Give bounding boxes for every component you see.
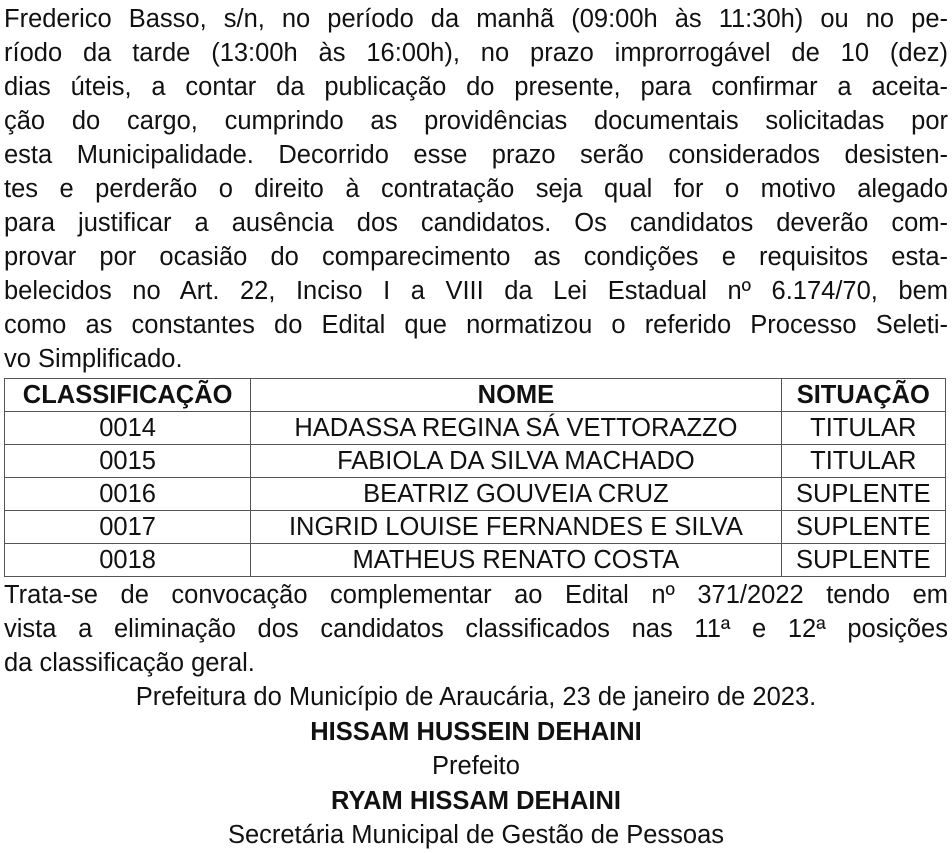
paragraph-line: provar por ocasião do comparecimento as condições e requisitos esta- xyxy=(4,243,948,271)
table-header-row xyxy=(5,379,946,412)
mayor-title: Prefeito xyxy=(432,752,520,780)
cell-nome: MATHEUS RENATO COSTA xyxy=(251,544,781,577)
cell-situacao: SUPLENTE xyxy=(781,511,945,544)
header-classificacao: CLASSIFICAÇÃO xyxy=(5,379,251,412)
cell-classificacao: 0014 xyxy=(5,412,251,445)
cell-classificacao: 0016 xyxy=(5,478,251,511)
place-date: Prefeitura do Município de Araucária, 23 de janeiro de 2023. xyxy=(135,683,817,711)
closing-paragraph xyxy=(4,578,948,680)
secretary-title: Secretária Municipal de Gestão de Pessoas xyxy=(227,821,725,849)
cell-situacao: TITULAR xyxy=(781,412,945,445)
cell-nome: BEATRIZ GOUVEIA CRUZ xyxy=(251,478,781,511)
paragraph-line: Frederico Basso, s/n, no período da manhã (09:00h às 11:30h) ou no pe- xyxy=(4,5,948,33)
cell-situacao: SUPLENTE xyxy=(781,544,945,577)
paragraph-line: Trata-se de convocação complementar ao Edital nº 371/2022 tendo em xyxy=(4,581,948,609)
table-row xyxy=(5,544,946,577)
cell-classificacao: 0018 xyxy=(5,544,251,577)
paragraph-line: para justificar a ausência dos candidatos. Os candidatos deverão com- xyxy=(4,209,948,237)
signature-block xyxy=(4,680,948,853)
cell-nome: HADASSA REGINA SÁ VETTORAZZO xyxy=(251,412,781,445)
intro-paragraph xyxy=(4,2,948,376)
paragraph-line: como as constantes do Edital que normatizou o referido Processo Seleti- xyxy=(4,311,948,339)
secretary-name: RYAM HISSAM DEHAINI xyxy=(331,786,621,815)
cell-situacao: TITULAR xyxy=(781,445,945,478)
cell-classificacao: 0017 xyxy=(5,511,251,544)
table-row xyxy=(5,445,946,478)
paragraph-line: belecidos no Art. 22, Inciso I a VIII da Lei Estadual nº 6.174/70, bem xyxy=(4,277,948,305)
mayor-name: HISSAM HUSSEIN DEHAINI xyxy=(310,717,642,746)
paragraph-line: vo Simplificado. xyxy=(4,345,183,373)
paragraph-line: da classificação geral. xyxy=(4,649,255,677)
cell-nome: FABIOLA DA SILVA MACHADO xyxy=(251,445,781,478)
document-page xyxy=(0,2,952,853)
cell-situacao: SUPLENTE xyxy=(781,478,945,511)
paragraph-line: ríodo da tarde (13:00h às 16:00h), no prazo improrrogável de 10 (dez) xyxy=(4,39,948,67)
header-nome: NOME xyxy=(251,379,781,412)
table-row xyxy=(5,412,946,445)
paragraph-line: dias úteis, a contar da publicação do presente, para confirmar a aceita- xyxy=(4,73,948,101)
paragraph-line: vista a eliminação dos candidatos classificados nas 11ª e 12ª posições xyxy=(4,615,948,643)
table-row xyxy=(5,511,946,544)
paragraph-line: ção do cargo, cumprindo as providências documentais solicitadas por xyxy=(4,107,948,135)
cell-classificacao: 0015 xyxy=(5,445,251,478)
candidates-table xyxy=(4,378,946,577)
header-situacao: SITUAÇÃO xyxy=(781,379,945,412)
paragraph-line: esta Municipalidade. Decorrido esse prazo serão considerados desisten- xyxy=(4,141,948,169)
cell-nome: INGRID LOUISE FERNANDES E SILVA xyxy=(251,511,781,544)
table-row xyxy=(5,478,946,511)
paragraph-line: tes e perderão o direito à contratação seja qual for o motivo alegado xyxy=(4,175,948,203)
